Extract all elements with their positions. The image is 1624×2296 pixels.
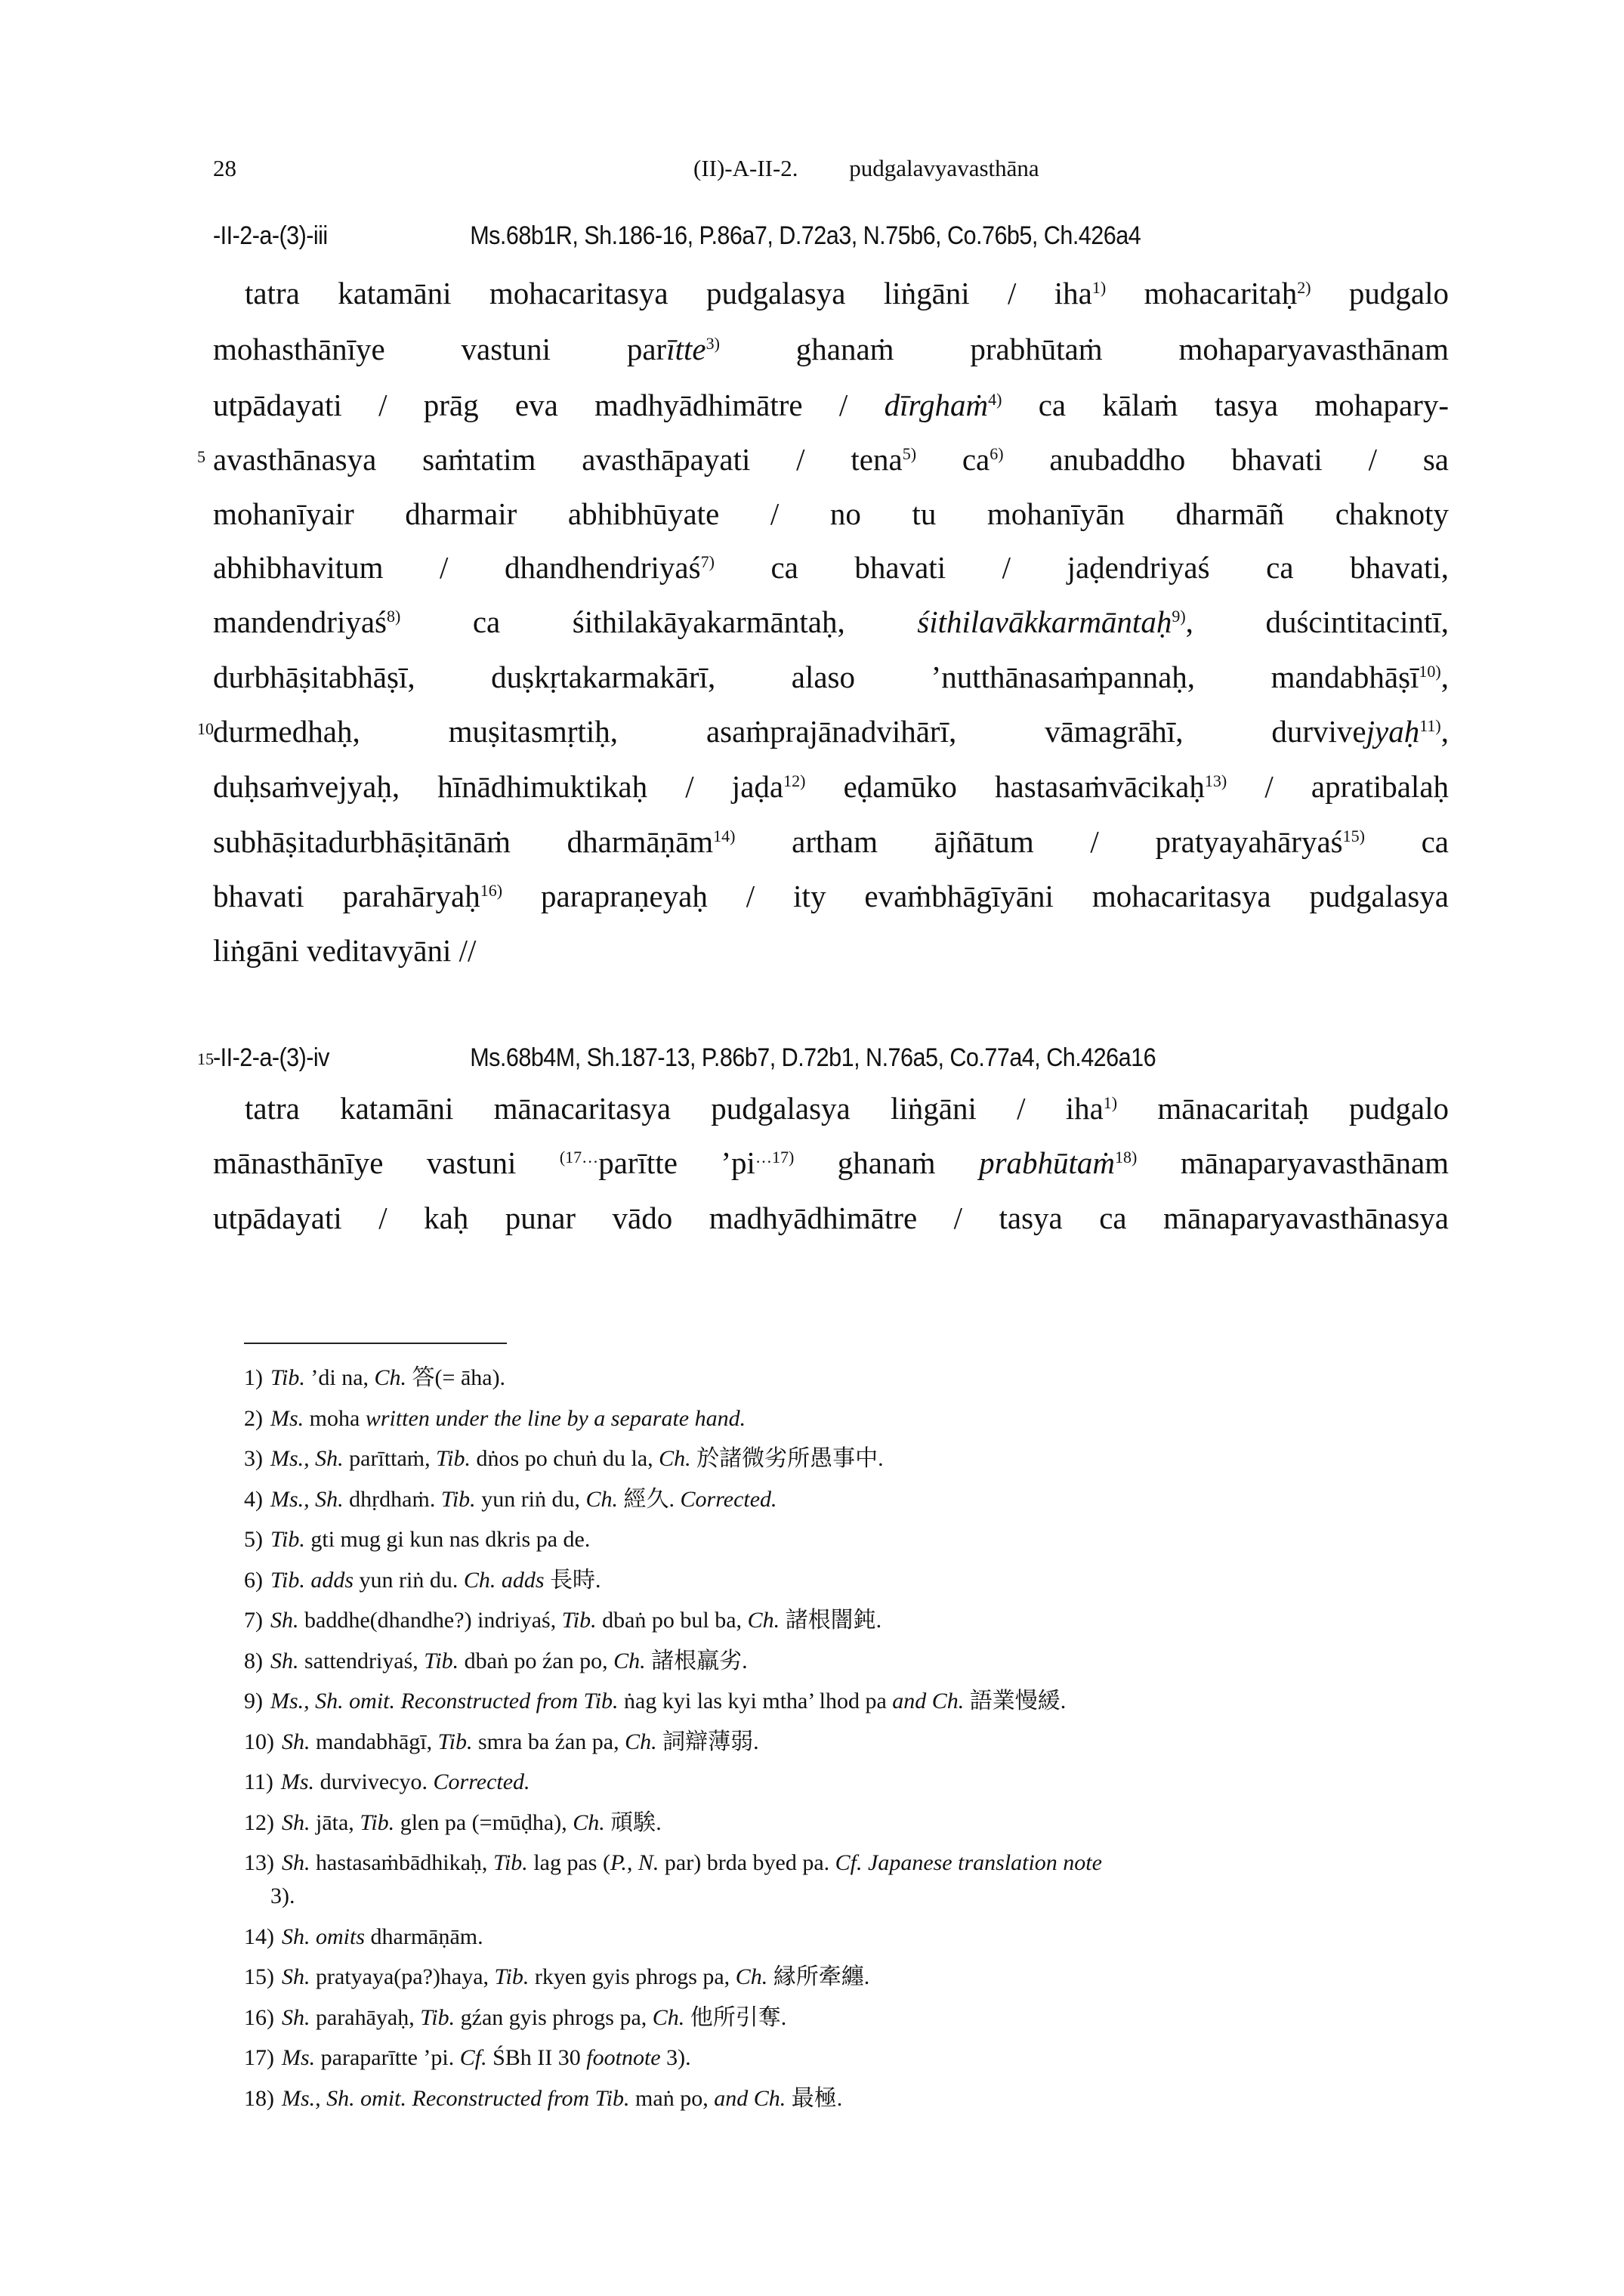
line-number: 5 [197, 447, 205, 466]
footnote-number: 15) [244, 1964, 274, 1989]
footnote-text: rkyen gyis phrogs pa, [529, 1964, 736, 1989]
section-ref: (II)-A-II-2. [693, 155, 798, 181]
footnote [244, 1688, 1453, 1715]
footnote-text: Sh. [282, 1809, 310, 1835]
footnote [244, 1924, 1453, 1951]
footnote-text: 諸根羸劣. [645, 1648, 748, 1673]
text-line: bhavati parahāryaḥ$^{16)}$ parapraṇeyaḥ / ity evaṁbhāgīyāni mohacaritasya pudgalasya [213, 879, 1450, 913]
footnote-text: and Ch. [714, 2085, 786, 2111]
footnote-text: ṅag kyi las kyi mtha’ lhod pa [618, 1689, 893, 1714]
text-line: abhibhavitum / dhandhendriyaś$^{7)}$ ca bhavati / jaḍendriyaś ca bhavati, [213, 550, 1449, 585]
section-id: -II-2-a-(3)-iv [213, 1043, 329, 1072]
footnote-text: paraparītte ’pi. [315, 2045, 460, 2070]
footnote-text: Ch. [625, 1729, 657, 1754]
footnote-text: glen pa (=mūḍha), [394, 1809, 573, 1835]
footnote [244, 1364, 1453, 1392]
footnote-text: 於諸微劣所愚事中. [690, 1446, 884, 1471]
footnote-text: moha [304, 1405, 366, 1431]
footnote-text: parahāyaḥ, [310, 2004, 421, 2030]
footnote-text: Ms. [280, 1769, 315, 1794]
footnote-text: ’di na, [304, 1365, 375, 1390]
footnote-text: durvivecyo. [314, 1769, 434, 1794]
footnote-text: Cf. [459, 2045, 487, 2070]
footnote-text: and Ch. [892, 1689, 965, 1714]
footnote-text: Ch. [652, 2004, 685, 2030]
footnote-text: 諸根闇鈍. [780, 1608, 882, 1633]
footnote-text: Corrected. [680, 1486, 777, 1512]
footnote-text: Ms., Sh. omit. Reconstructed from Tib. [270, 1689, 619, 1714]
footnote-separator [244, 1343, 507, 1344]
footnote [244, 2004, 1453, 2032]
page-number: 28 [213, 155, 236, 181]
footnote-text: Ms., Sh. [270, 1486, 344, 1512]
section-refs: Ms.68b4M, Sh.187-13, P.86b7, D.72b1, N.76a5, Co.77a4, Ch.426a16 [470, 1043, 1156, 1072]
footnote-text: smra ba źan pa, [472, 1729, 625, 1754]
footnote-number: 13) [244, 1850, 274, 1875]
footnote-text: Sh. [282, 1964, 310, 1989]
text-line: mandendriyaś$^{8)}$ ca śithilakāyakarmāntaḥ, śithilavākkarmāntaḥ$^{9)}$, duścintitacintī, [213, 604, 1449, 639]
chapter-title: pudgalavyavasthāna [849, 155, 1039, 181]
footnote-text: dṅos po chuṅ du la, [471, 1446, 659, 1471]
footnote-text: Tib. [424, 1648, 459, 1673]
footnote-text: dharmāṇām. [365, 1924, 483, 1949]
footnote-text: Tib. [436, 1446, 471, 1471]
footnote-text: Sh. [282, 1729, 310, 1754]
footnote-continuation: 3). [270, 1883, 295, 1908]
footnote-text: 頑騃. [604, 1809, 662, 1835]
footnote-text: baddhe(dhandhe?) indriyaś, [298, 1608, 562, 1633]
line-number: 10 [197, 719, 214, 738]
text-line: durbhāṣitabhāṣī, duṣkṛtakarmakārī, alaso ’nutthānasaṁpannaḥ, mandabhāṣī$^{10)}$, [213, 660, 1449, 694]
footnote-text: Sh. [282, 1850, 310, 1875]
footnote-text: Corrected. [433, 1769, 530, 1794]
text-line: mohanīyair dharmair abhibhūyate / no tu mohanīyān dharmāñ chaknoty [213, 496, 1449, 531]
footnote-text: 3). [660, 2045, 691, 2070]
footnote-text: 他所引奪. [684, 2004, 787, 2030]
footnote-text: jāta, [310, 1809, 360, 1835]
footnote-number: 3) [244, 1446, 263, 1471]
footnote-number: 9) [244, 1689, 263, 1714]
footnote-text: par) brda byed pa. [659, 1850, 835, 1875]
footnote-text: parīttaṁ, [343, 1446, 437, 1471]
section-refs: Ms.68b1R, Sh.186-16, P.86a7, D.72a3, N.75b6, Co.76b5, Ch.426a4 [470, 221, 1141, 250]
footnote-text: footnote [586, 2045, 661, 2070]
footnote-number: 12) [244, 1809, 274, 1835]
footnote-number: 8) [244, 1648, 263, 1673]
footnote-text: Ms., Sh. [270, 1446, 344, 1471]
footnote-text: Ch. [585, 1486, 619, 1512]
footnote-text: Sh. [270, 1608, 299, 1633]
footnote-text: yun riṅ du. [354, 1567, 464, 1593]
footnote [244, 2044, 1453, 2072]
text-line: liṅgāni veditavyāni // [213, 933, 477, 968]
text-line: subhāṣitadurbhāṣitānāṁ dharmāṇām$^{14)}$ artham ājñātum / pratyayahāryaś$^{15)}$ ca [213, 824, 1450, 859]
footnote [244, 1526, 1453, 1553]
footnote-text: dbaṅ po bul ba, [596, 1608, 748, 1633]
footnote [244, 1809, 1453, 1837]
text-line: mānasthānīye vastuni $^{(17\dots}$parītte $’pi^{\dots 17)}$ ghanaṁ prabhūtaṁ$^{18)}$ mānaparyavasthānam [213, 1145, 1450, 1180]
text-line: utpādayati / prāg eva madhyādhimātre / dīrghaṁ$^{4)}$ ca kālaṁ tasya mohapary- [213, 388, 1450, 422]
footnote-number: 1) [244, 1365, 263, 1390]
footnote-text: maṅ po, [629, 2085, 715, 2111]
footnote-number: 7) [244, 1608, 263, 1633]
footnote-text: Tib. [440, 1486, 476, 1512]
text-line: durmedhaḥ, muṣitasmṛtiḥ, asaṁprajānadvihārī, vāmagrāhī, durvivejyaḥ$^{11)}$, [213, 714, 1449, 749]
footnote [244, 1648, 1453, 1675]
footnote-text: Sh. [282, 2004, 310, 2030]
footnote [244, 1445, 1453, 1472]
footnote-text: Sh. [270, 1648, 299, 1673]
footnote-text: 答(= āha). [406, 1365, 506, 1390]
footnote-number: 16) [244, 2004, 274, 2030]
section-id: -II-2-a-(3)-iii [213, 221, 328, 250]
footnote [244, 1964, 1453, 1991]
footnote-text: Ch. [659, 1446, 691, 1471]
footnote-number: 10) [244, 1729, 274, 1754]
footnote-text: ŚBh II 30 [486, 2045, 587, 2070]
footnote-text: 最極. [786, 2085, 843, 2111]
footnote-text: Ch. [374, 1365, 407, 1390]
footnote-number: 6) [244, 1567, 263, 1593]
footnote [244, 1405, 1453, 1432]
footnote-text: lag pas ( [527, 1850, 610, 1875]
footnote [244, 1607, 1453, 1634]
footnote-text: dbaṅ po źan po, [458, 1648, 614, 1673]
footnote-number: 5) [244, 1527, 263, 1552]
footnote-text: yun riṅ du, [475, 1486, 586, 1512]
footnote-text: 語業慢緩. [964, 1689, 1067, 1714]
footnote-text: Ch. [573, 1809, 605, 1835]
footnote [244, 1567, 1453, 1594]
footnote-text: hastasaṁbādhikaḥ, [310, 1850, 493, 1875]
footnote-number: 14) [244, 1924, 274, 1949]
text-line: mohasthānīye vastuni parītte$^{3)}$ ghanaṁ prabhūtaṁ mohaparyavasthānam [213, 332, 1450, 366]
footnote-text: mandabhāgī, [310, 1729, 438, 1754]
footnote-text: Tib. [437, 1729, 473, 1754]
text-line: duḥsaṁvejyaḥ, hīnādhimuktikaḥ / jaḍa$^{12)}$ eḍamūko hastasaṁvācikaḥ$^{13)}$ / apratibalaḥ [213, 769, 1450, 804]
footnote [244, 1729, 1453, 1756]
footnote-text: gti mug gi kun nas dkris pa de. [304, 1527, 591, 1552]
footnote-number: 4) [244, 1486, 263, 1512]
footnote-text: 縁所牽纏. [767, 1964, 870, 1989]
text-line: tatra katamāni mānacaritasya pudgalasya liṅgāni / iha$^{1)}$ mānacaritaḥ pudgalo [245, 1091, 1450, 1126]
text-line: avasthānasya saṁtatim avasthāpayati / tena$^{5)}$ $ca^{6)}$ anubaddho bhavati / sa [213, 442, 1449, 477]
footnote-number: 2) [244, 1405, 263, 1431]
footnote-number: 18) [244, 2085, 274, 2111]
footnote-text: Tib. [270, 1365, 305, 1390]
footnote [244, 1849, 1453, 1877]
footnote-text: Tib. [360, 1809, 395, 1835]
footnote-text: gźan gyis phrogs pa, [455, 2004, 653, 2030]
footnote-text: dhṛdhaṁ. [343, 1486, 441, 1512]
footnote-text: Tib. [270, 1527, 305, 1552]
footnote-text: 經久. [618, 1486, 681, 1512]
footnote-text: Tib. [494, 1964, 529, 1989]
footnote-number: 17) [244, 2045, 274, 2070]
footnote-text: Cf. Japanese translation note [835, 1850, 1102, 1875]
footnote-text: Ms. [282, 2045, 316, 2070]
footnote-text: Tib. [561, 1608, 597, 1633]
footnote-text: Ch. [613, 1648, 646, 1673]
text-line: tatra katamāni mohacaritasya pudgalasya liṅgāni / iha$^{1)}$ mohacaritaḥ$^{2)}$ pudgalo [245, 276, 1449, 311]
footnote-text: Ms., Sh. omit. Reconstructed from Tib. [282, 2085, 630, 2111]
footnote [244, 1486, 1453, 1513]
footnote-text: 長時. [544, 1567, 601, 1593]
running-title [693, 155, 1039, 182]
footnote-text: Ch. adds [463, 1567, 545, 1593]
footnote-text: Ch. [735, 1964, 768, 1989]
footnote-text: Tib. [420, 2004, 455, 2030]
footnote-text: Tib. [492, 1850, 528, 1875]
line-number: 15 [197, 1049, 214, 1068]
footnote-text: Ms. [270, 1405, 304, 1431]
footnote-text: Sh. omits [282, 1924, 366, 1949]
footnote-text: 詞辯薄弱. [656, 1729, 759, 1754]
footnote-text: written under the line by a separate hand. [365, 1405, 746, 1431]
text-line: utpādayati / kaḥ punar vādo madhyādhimātre / tasya ca mānaparyavasthānasya [213, 1201, 1449, 1235]
footnote [244, 2085, 1453, 2112]
footnote-text: P., N. [610, 1850, 659, 1875]
footnote-text: Ch. [747, 1608, 780, 1633]
footnote-number: 11) [244, 1769, 273, 1794]
footnote-text: Tib. adds [270, 1567, 354, 1593]
footnote-text: sattendriyaś, [298, 1648, 425, 1673]
footnote [244, 1769, 1453, 1796]
footnote-text: pratyaya(pa?)haya, [310, 1964, 495, 1989]
